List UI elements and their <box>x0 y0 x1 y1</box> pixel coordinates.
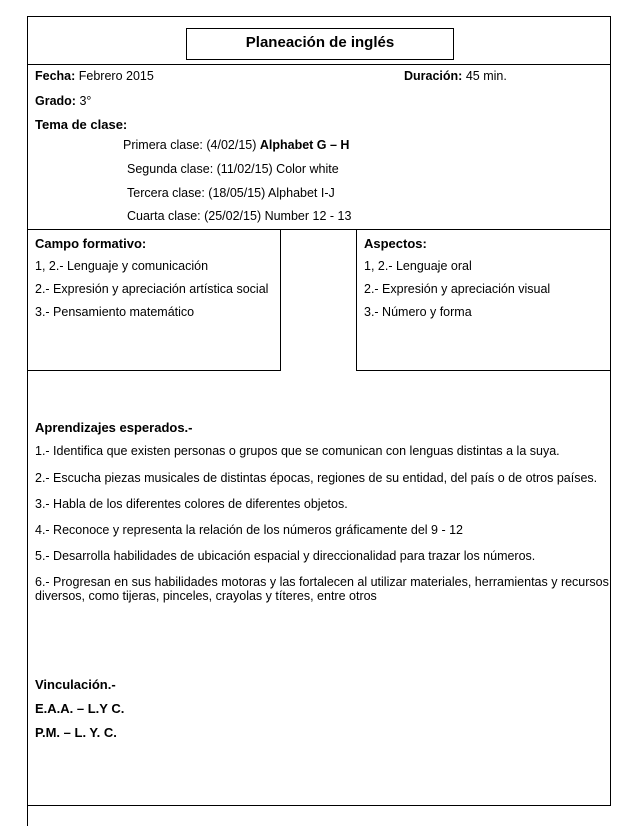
tema-label: Tema de clase: <box>35 117 128 132</box>
left-margin-line <box>27 16 28 826</box>
aprendizaje-item: 6.- Progresan en sus habilidades motoras y las fortalecen al utilizar materiales, herramientas y recursos diversos, como tijeras, pinceles, crayolas y títeres, entre otros <box>35 575 609 603</box>
clase-3 <box>127 186 335 200</box>
aprendizajes-heading: Aprendizajes esperados.- <box>35 420 193 435</box>
header-separator <box>27 64 611 65</box>
aprendizaje-item: 5.- Desarrolla habilidades de ubicación espacial y direccionalidad para trazar los números. <box>35 549 536 563</box>
clase-4 <box>127 209 351 223</box>
grado-label: Grado: <box>35 94 76 108</box>
aprendizaje-item: 1.- Identifica que existen personas o grupos que se comunican con lenguas distintas a la suya. <box>35 444 560 458</box>
aspectos-item: 3.- Número y forma <box>364 305 472 319</box>
campo-item: 1, 2.- Lenguaje y comunicación <box>35 259 209 273</box>
aspectos-item: 1, 2.- Lenguaje oral <box>364 259 472 273</box>
grado-row <box>35 94 91 108</box>
fecha-label: Fecha: <box>35 69 76 83</box>
grado-value: 3° <box>75 94 92 108</box>
duracion-value: 45 min. <box>462 69 507 83</box>
campo-heading: Campo formativo: <box>35 236 147 251</box>
aspectos-item: 2.- Expresión y apreciación visual <box>364 282 551 296</box>
clase-1-text: Primera clase: (4/02/15) <box>123 138 260 152</box>
duracion-row <box>404 69 507 83</box>
campo-item: 2.- Expresión y apreciación artística social <box>35 282 269 296</box>
aprendizaje-item: 3.- Habla de los diferentes colores de diferentes objetos. <box>35 497 348 511</box>
campo-item: 3.- Pensamiento matemático <box>35 305 195 319</box>
fecha-row <box>35 69 154 83</box>
vinculacion-line-1: E.A.A. – L.Y C. <box>35 701 125 716</box>
fecha-value: Febrero 2015 <box>75 69 154 83</box>
page-title: Planeación de inglés <box>245 34 395 51</box>
aprendizaje-item: 2.- Escucha piezas musicales de distintas épocas, regiones de su entidad, del país o de otros países. <box>35 471 598 485</box>
vinculacion-heading: Vinculación.- <box>35 677 116 692</box>
clase-1-topic: Alphabet G – H <box>259 138 350 152</box>
clase-1 <box>123 138 349 152</box>
clase-2-text: Segunda clase: (11/02/15) Color white <box>127 162 339 176</box>
clase-4-text: Cuarta clase: (25/02/15) Number 12 - 13 <box>127 209 352 223</box>
clase-2 <box>127 162 339 176</box>
aspectos-heading: Aspectos: <box>364 236 427 251</box>
clase-3-text: Tercera clase: (18/05/15) Alphabet I-J <box>127 186 335 200</box>
title-box <box>186 28 454 60</box>
vinculacion-line-2: P.M. – L. Y. C. <box>35 725 117 740</box>
duracion-label: Duración: <box>404 69 463 83</box>
aprendizaje-item: 4.- Reconoce y representa la relación de los números gráficamente del 9 - 12 <box>35 523 464 537</box>
